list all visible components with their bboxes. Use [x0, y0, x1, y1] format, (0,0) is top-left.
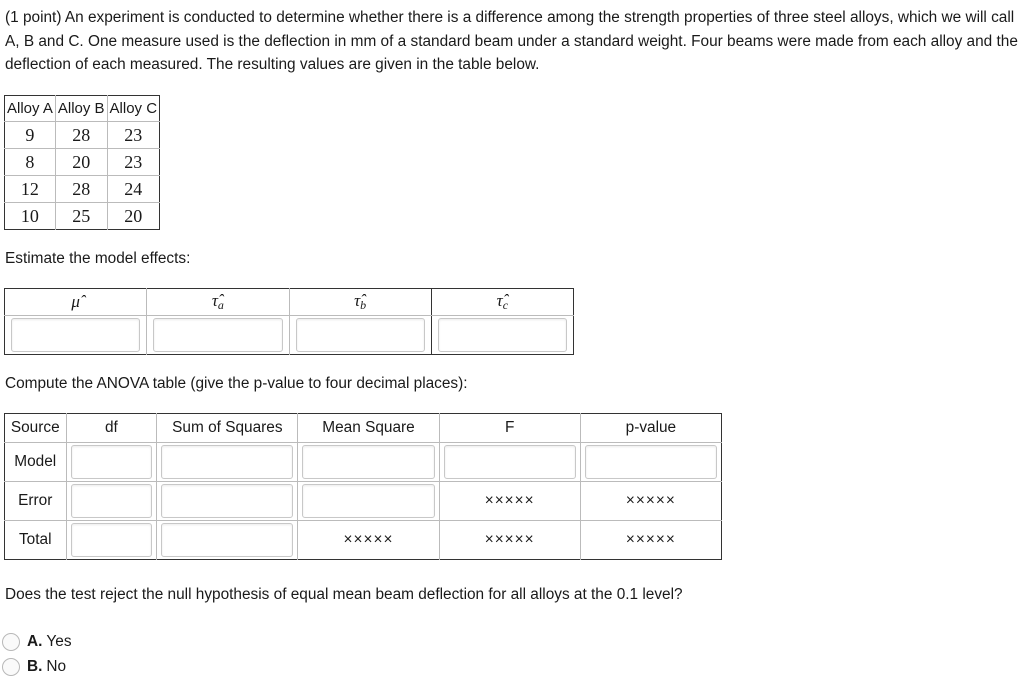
total-ss-input[interactable]	[161, 523, 293, 557]
error-ms-input[interactable]	[302, 484, 434, 518]
table-cell: 24	[107, 176, 160, 203]
row-label-model: Model	[5, 443, 67, 482]
total-f-blank: ×××××	[439, 521, 580, 560]
error-ss-input[interactable]	[161, 484, 293, 518]
tau-b-hat-input[interactable]	[296, 318, 425, 352]
mu-hat-header: μ̂	[5, 289, 147, 316]
anova-prompt: Compute the ANOVA table (give the p-value to four decimal places):	[5, 375, 468, 392]
table-row	[5, 176, 160, 203]
total-ms-blank: ×××××	[298, 521, 439, 560]
tau-c-hat-header: $\taû_c$	[431, 289, 573, 316]
table-cell: 12	[5, 176, 56, 203]
table-cell: 23	[107, 122, 160, 149]
table-cell: 8	[5, 149, 56, 176]
option-yes[interactable]	[0, 633, 72, 651]
table-cell: 25	[55, 203, 107, 230]
radio-yes[interactable]	[2, 633, 20, 651]
total-df-input[interactable]	[71, 523, 153, 557]
anova-row-model	[5, 443, 722, 482]
effects-prompt: Estimate the model effects:	[5, 250, 191, 267]
radio-no[interactable]	[2, 658, 20, 676]
option-no[interactable]	[0, 658, 66, 676]
table-cell: 28	[55, 176, 107, 203]
tau-a-hat-header: $\taû_a$	[147, 289, 289, 316]
column-header-alloy-b: Alloy B	[55, 96, 107, 122]
error-p-value-blank: ×××××	[580, 482, 721, 521]
p-value-header: p-value	[580, 414, 721, 443]
df-header: df	[66, 414, 157, 443]
model-effects-table	[4, 288, 574, 355]
error-df-input[interactable]	[71, 484, 153, 518]
error-f-blank: ×××××	[439, 482, 580, 521]
column-header-alloy-a: Alloy A	[5, 96, 56, 122]
mean-square-header: Mean Square	[298, 414, 439, 443]
table-row	[5, 122, 160, 149]
model-p-value-input[interactable]	[585, 445, 717, 479]
model-df-input[interactable]	[71, 445, 153, 479]
anova-row-total	[5, 521, 722, 560]
option-letter: B.	[27, 658, 43, 675]
table-row	[5, 149, 160, 176]
anova-row-error	[5, 482, 722, 521]
mu-hat-input[interactable]	[11, 318, 140, 352]
anova-table	[4, 413, 722, 560]
row-label-total: Total	[5, 521, 67, 560]
table-cell: 10	[5, 203, 56, 230]
tau-a-hat-input[interactable]	[153, 318, 282, 352]
f-header: F	[439, 414, 580, 443]
column-header-alloy-c: Alloy C	[107, 96, 160, 122]
model-ss-input[interactable]	[161, 445, 293, 479]
model-ms-input[interactable]	[302, 445, 434, 479]
tau-c-hat-input[interactable]	[438, 318, 567, 352]
option-label: No	[46, 658, 67, 675]
table-cell: 9	[5, 122, 56, 149]
question-text: Does the test reject the null hypothesis of equal mean beam deflection for all alloys at the 0.1 level?	[5, 586, 683, 603]
table-cell: 23	[107, 149, 160, 176]
table-row	[5, 203, 160, 230]
tau-b-hat-header: $\taû_b$	[289, 289, 431, 316]
sum-of-squares-header: Sum of Squares	[157, 414, 298, 443]
model-f-input[interactable]	[444, 445, 576, 479]
table-cell: 20	[107, 203, 160, 230]
problem-intro: (1 point) An experiment is conducted to determine whether there is a difference among the strength properties of three steel alloys, which we will call A, B and C. One measure used is the deflection in mm of a standard beam under a standard weight. Four beams were made from each alloy and the deflection of each measured. The resulting values are given in the table below.	[5, 9, 1018, 73]
total-p-value-blank: ×××××	[580, 521, 721, 560]
alloy-data-table	[4, 95, 160, 230]
row-label-error: Error	[5, 482, 67, 521]
source-header: Source	[5, 414, 67, 443]
option-label: Yes	[46, 633, 72, 650]
table-cell: 28	[55, 122, 107, 149]
table-cell: 20	[55, 149, 107, 176]
option-letter: A.	[27, 633, 43, 650]
